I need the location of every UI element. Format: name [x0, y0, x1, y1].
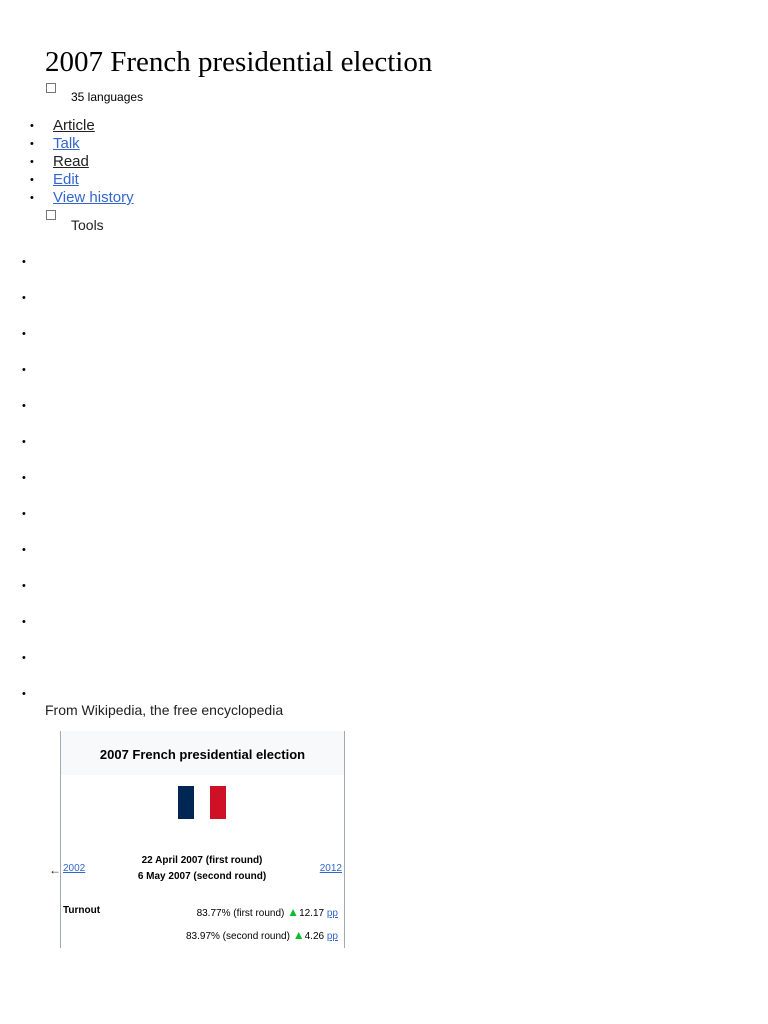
- election-dates: [111, 853, 293, 885]
- flag-stripe-white: [194, 786, 210, 819]
- turnout-second-change: 4.26: [304, 931, 325, 942]
- flag-stripe-blue: [178, 786, 194, 819]
- list-bullet: •: [22, 508, 26, 520]
- infobox-title: 2007 French presidential election: [99, 747, 306, 762]
- tools-button[interactable]: Tools: [71, 217, 104, 233]
- election-infobox: [49, 731, 345, 948]
- list-bullet: •: [22, 472, 26, 484]
- turnout-second-round: [186, 928, 338, 942]
- increase-icon: ▲: [287, 905, 300, 919]
- languages-button[interactable]: 35 languages: [71, 90, 144, 104]
- article-tab-link[interactable]: Article: [53, 117, 95, 134]
- list-bullet: •: [22, 436, 26, 448]
- language-toggle-checkbox[interactable]: [46, 83, 56, 93]
- arrow-left-icon: ←: [49, 863, 61, 877]
- previous-election-link[interactable]: 2002: [63, 863, 86, 874]
- increase-icon: ▲: [292, 928, 305, 942]
- list-bullet: •: [30, 120, 34, 132]
- list-bullet: •: [30, 174, 34, 186]
- turnout-second-value: 83.97% (second round): [185, 931, 290, 942]
- list-bullet: •: [22, 688, 26, 700]
- read-tab-link[interactable]: Read: [53, 153, 89, 170]
- talk-tab-link[interactable]: Talk: [53, 135, 80, 152]
- list-bullet: •: [22, 292, 26, 304]
- date-first-round: 22 April 2007 (first round): [141, 855, 263, 866]
- turnout-first-value: 83.77% (first round): [196, 908, 285, 919]
- flag-of-france[interactable]: [178, 786, 226, 819]
- view-history-tab-link[interactable]: View history: [53, 189, 134, 206]
- flag-stripe-red: [210, 786, 226, 819]
- list-bullet: •: [22, 616, 26, 628]
- list-bullet: •: [22, 328, 26, 340]
- list-bullet: •: [22, 580, 26, 592]
- turnout-first-round: [197, 905, 338, 919]
- list-bullet: •: [22, 256, 26, 268]
- turnout-first-change: 12.17: [299, 908, 325, 919]
- next-election-link[interactable]: 2012: [319, 863, 342, 874]
- page-title: 2007 French presidential election: [45, 46, 433, 78]
- infobox-body: [49, 775, 344, 948]
- list-bullet: •: [30, 192, 34, 204]
- turnout-label: Turnout: [63, 905, 101, 916]
- list-bullet: •: [30, 138, 34, 150]
- list-bullet: •: [22, 652, 26, 664]
- list-bullet: •: [22, 544, 26, 556]
- list-bullet: •: [22, 364, 26, 376]
- list-bullet: •: [22, 400, 26, 412]
- date-second-round: 6 May 2007 (second round): [137, 871, 267, 882]
- percentage-point-link[interactable]: pp: [326, 908, 338, 919]
- list-bullet: •: [30, 156, 34, 168]
- percentage-point-link[interactable]: pp: [326, 931, 338, 942]
- edit-tab-link[interactable]: Edit: [53, 171, 79, 188]
- site-tagline: From Wikipedia, the free encyclopedia: [45, 702, 284, 718]
- tools-toggle-checkbox[interactable]: [46, 210, 56, 220]
